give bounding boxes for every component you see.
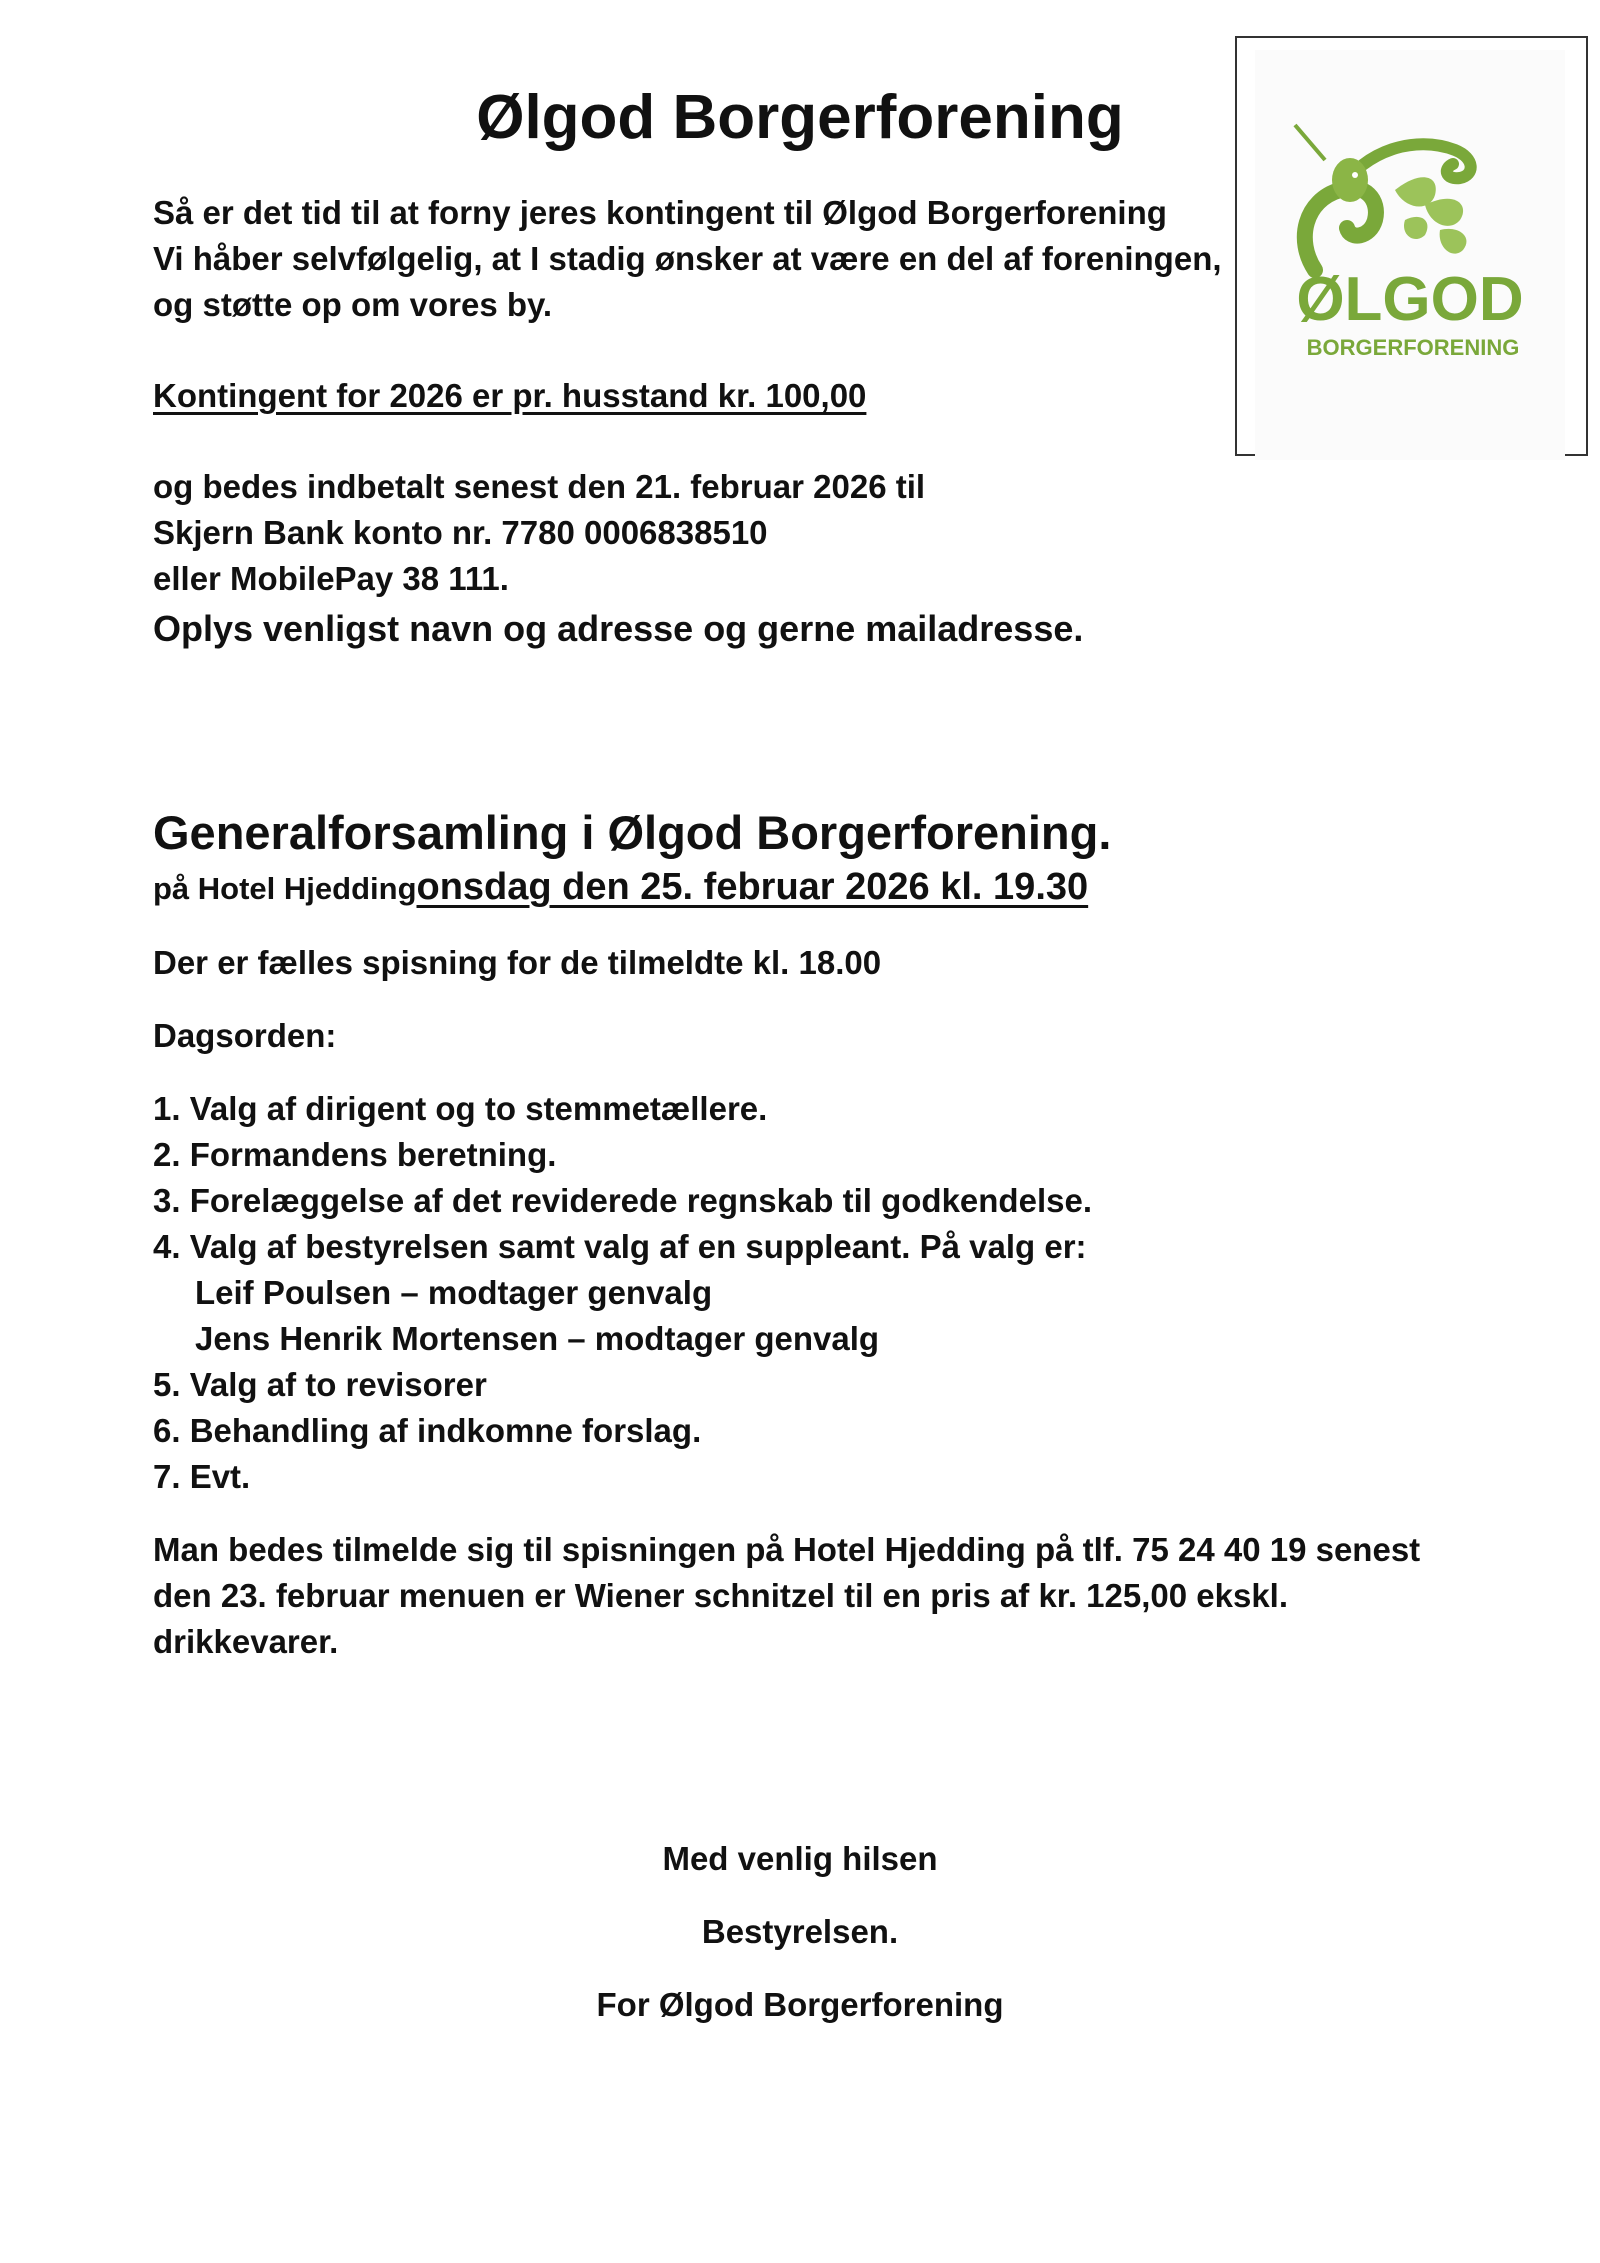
payment-line-1: og bedes indbetalt senest den 21. februar 2026 til xyxy=(153,468,926,505)
document-title: Ølgod Borgerforening xyxy=(476,83,1124,152)
agenda-item: 5. Valg af to revisorer xyxy=(153,1366,487,1403)
payment-line-2: Skjern Bank konto nr. 7780 0006838510 xyxy=(153,514,768,551)
olgod-borgerforening-logo xyxy=(1255,120,1565,380)
agenda-item: 4. Valg af bestyrelsen samt valg af en suppleant. På valg er: xyxy=(153,1228,1087,1265)
logo-main-text: ØLGOD xyxy=(1296,265,1524,334)
closing-greeting: Med venlig hilsen xyxy=(662,1840,938,1877)
fee-line: Kontingent for 2026 er pr. husstand kr. 100,00 xyxy=(153,377,867,414)
agenda-heading: Dagsorden: xyxy=(153,1017,337,1054)
assembly-date: onsdag den 25. februar 2026 kl. 19.30 xyxy=(416,866,1089,908)
assembly-location-date xyxy=(153,866,1088,909)
agenda-list xyxy=(153,1086,1092,1500)
payment-line-3: eller MobilePay 38 111. xyxy=(153,560,509,597)
closing-org: For Ølgod Borgerforening xyxy=(596,1986,1004,2023)
info-note: Oplys venligst navn og adresse og gerne mailadresse. xyxy=(153,608,1084,649)
agenda-subitem: Jens Henrik Mortensen – modtager genvalg xyxy=(195,1320,880,1357)
intro-line-3: og støtte op om vores by. xyxy=(153,286,553,323)
agenda-subitem: Leif Poulsen – modtager genvalg xyxy=(195,1274,713,1311)
dinner-note: Der er fælles spisning for de tilmeldte kl. 18.00 xyxy=(153,944,882,981)
agenda-item: 1. Valg af dirigent og to stemmetællere. xyxy=(153,1090,768,1127)
assembly-location: på Hotel Hjedding xyxy=(153,871,417,906)
intro-line-1: Så er det tid til at forny jeres kontingent til Ølgod Borgerforening xyxy=(153,194,1167,231)
assembly-title: Generalforsamling i Ølgod Borgerforening. xyxy=(153,806,1112,859)
agenda-item: 7. Evt. xyxy=(153,1458,251,1495)
logo-frame-corner-right xyxy=(1565,454,1588,456)
signup-line-3: drikkevarer. xyxy=(153,1623,339,1660)
signup-line-2: den 23. februar menuen er Wiener schnitzel til en pris af kr. 125,00 ekskl. xyxy=(153,1577,1289,1614)
agenda-item: 6. Behandling af indkomne forslag. xyxy=(153,1412,702,1449)
closing-board: Bestyrelsen. xyxy=(701,1913,899,1950)
agenda-item: 3. Forelæggelse af det reviderede regnskab til godkendelse. xyxy=(153,1182,1092,1219)
intro-line-2: Vi håber selvfølgelig, at I stadig ønsker at være en del af foreningen, xyxy=(153,240,1222,277)
agenda-item: 2. Formandens beretning. xyxy=(153,1136,557,1173)
signup-line-1: Man bedes tilmelde sig til spisningen på Hotel Hjedding på tlf. 75 24 40 19 senest xyxy=(153,1531,1421,1568)
logo-sub-text: BORGERFORENING xyxy=(1306,335,1520,360)
